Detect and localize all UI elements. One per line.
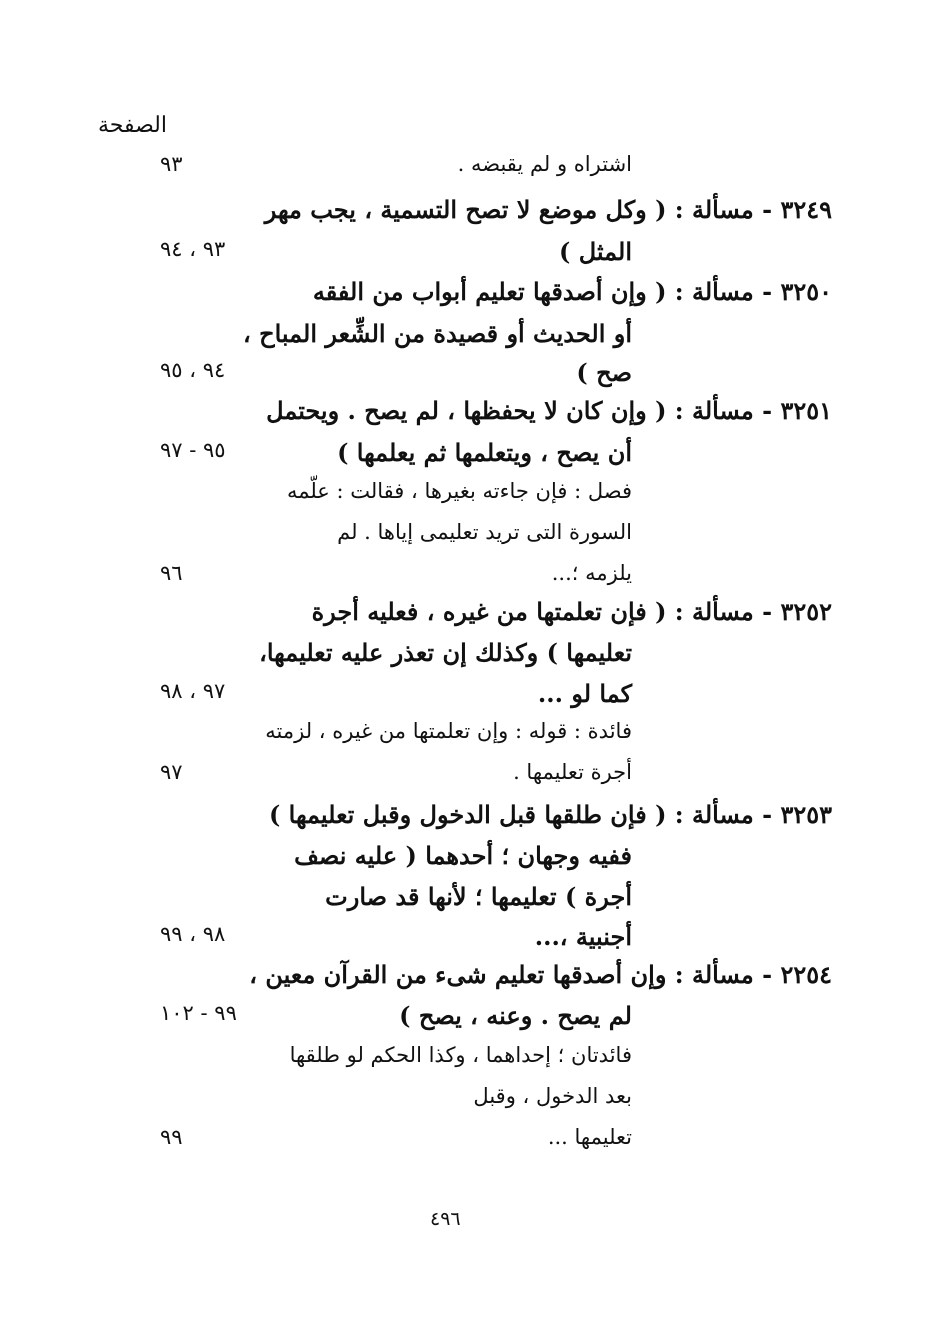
page-column-header: الصفحة <box>97 113 167 138</box>
page-reference: ٩٩ - ١٠٢ <box>160 1001 237 1025</box>
entry-continuation-line: أن يصح ، ويتعلمها ثم يعلمها ) <box>337 438 632 467</box>
entry-subnote-line: بعد الدخول ، وقبل <box>473 1084 632 1108</box>
entry-heading-line: ٣٢٥١ - مسألة : ( وإن كان لا يحفظها ، لم يصح . ويحتمل <box>266 396 832 425</box>
entry-continuation-line: ففيه وجهان ؛ أحدهما ( عليه نصف <box>294 841 632 870</box>
entry-continuation-line: أو الحديث أو قصيدة من الشِّعر المباح ، <box>242 319 632 348</box>
page-reference: ٩٤ ، ٩٥ <box>160 358 226 382</box>
page-reference: ٩٦ <box>160 561 183 585</box>
entry-continuation-line: لم يصح . وعنه ، يصح ) <box>399 1001 632 1030</box>
entry-subnote-line: يلزمه ؛... <box>551 561 632 585</box>
page-reference: ٩٥ - ٩٧ <box>160 438 226 462</box>
entry-continuation-line: أجرة ) تعليمها ؛ لأنها قد صارت <box>325 882 632 911</box>
entry-heading-line: ٣٢٤٩ - مسألة : ( وكل موضع لا تصح التسمية ، يجب مهر <box>264 195 832 224</box>
page-reference: ٩٧ ، ٩٨ <box>160 679 226 703</box>
page-number: ٤٩٦ <box>430 1208 461 1230</box>
entry-continuation-line: تعليمها ) وكذلك إن تعذر عليه تعليمها، <box>259 638 632 667</box>
page-reference: ٩٨ ، ٩٩ <box>160 922 226 946</box>
page-reference: ٩٣ ، ٩٤ <box>160 237 226 261</box>
entry-subnote-line: فصل : فإن جاءته بغيرها ، فقالت : علّمه <box>286 479 632 503</box>
entry-continuation-line: أجنبية ،... <box>534 922 632 951</box>
page-reference: ٩٩ <box>160 1125 183 1149</box>
entry-heading-line: ٢٢٥٤ - مسألة : وإن أصدقها تعليم شىء من القرآن معين ، <box>249 960 832 989</box>
entry-continuation-line: كما لو ... <box>537 679 632 708</box>
entry-heading-line: ٣٢٥٢ - مسألة : ( فإن تعلمتها من غيره ، فعليه أجرة <box>311 597 832 626</box>
entry-continuation-line: صح ) <box>576 358 632 387</box>
entry-subnote-line: تعليمها ... <box>547 1125 632 1149</box>
entry-continuation-line: المثل ) <box>559 237 632 266</box>
entry-subnote-line: فائدتان ؛ إحداهما ، وكذا الحكم لو طلقها <box>289 1043 632 1067</box>
page-reference: ٩٧ <box>160 760 183 784</box>
entry-heading-line: ٣٢٥٠ - مسألة : ( وإن أصدقها تعليم أبواب من الفقه <box>312 277 832 306</box>
entry-subnote-line: السورة التى تريد تعليمى إياها . لم <box>337 520 632 544</box>
entry-subnote-line: اشتراه و لم يقبضه . <box>457 152 632 176</box>
entry-heading-line: ٣٢٥٣ - مسألة : ( فإن طلقها قبل الدخول وقبل تعليمها ) <box>268 800 832 829</box>
page-reference: ٩٣ <box>160 152 183 176</box>
entry-subnote-line: أجرة تعليمها . <box>513 760 632 784</box>
entry-subnote-line: فائدة : قوله : وإن تعلمتها من غيره ، لزمته <box>265 719 632 743</box>
